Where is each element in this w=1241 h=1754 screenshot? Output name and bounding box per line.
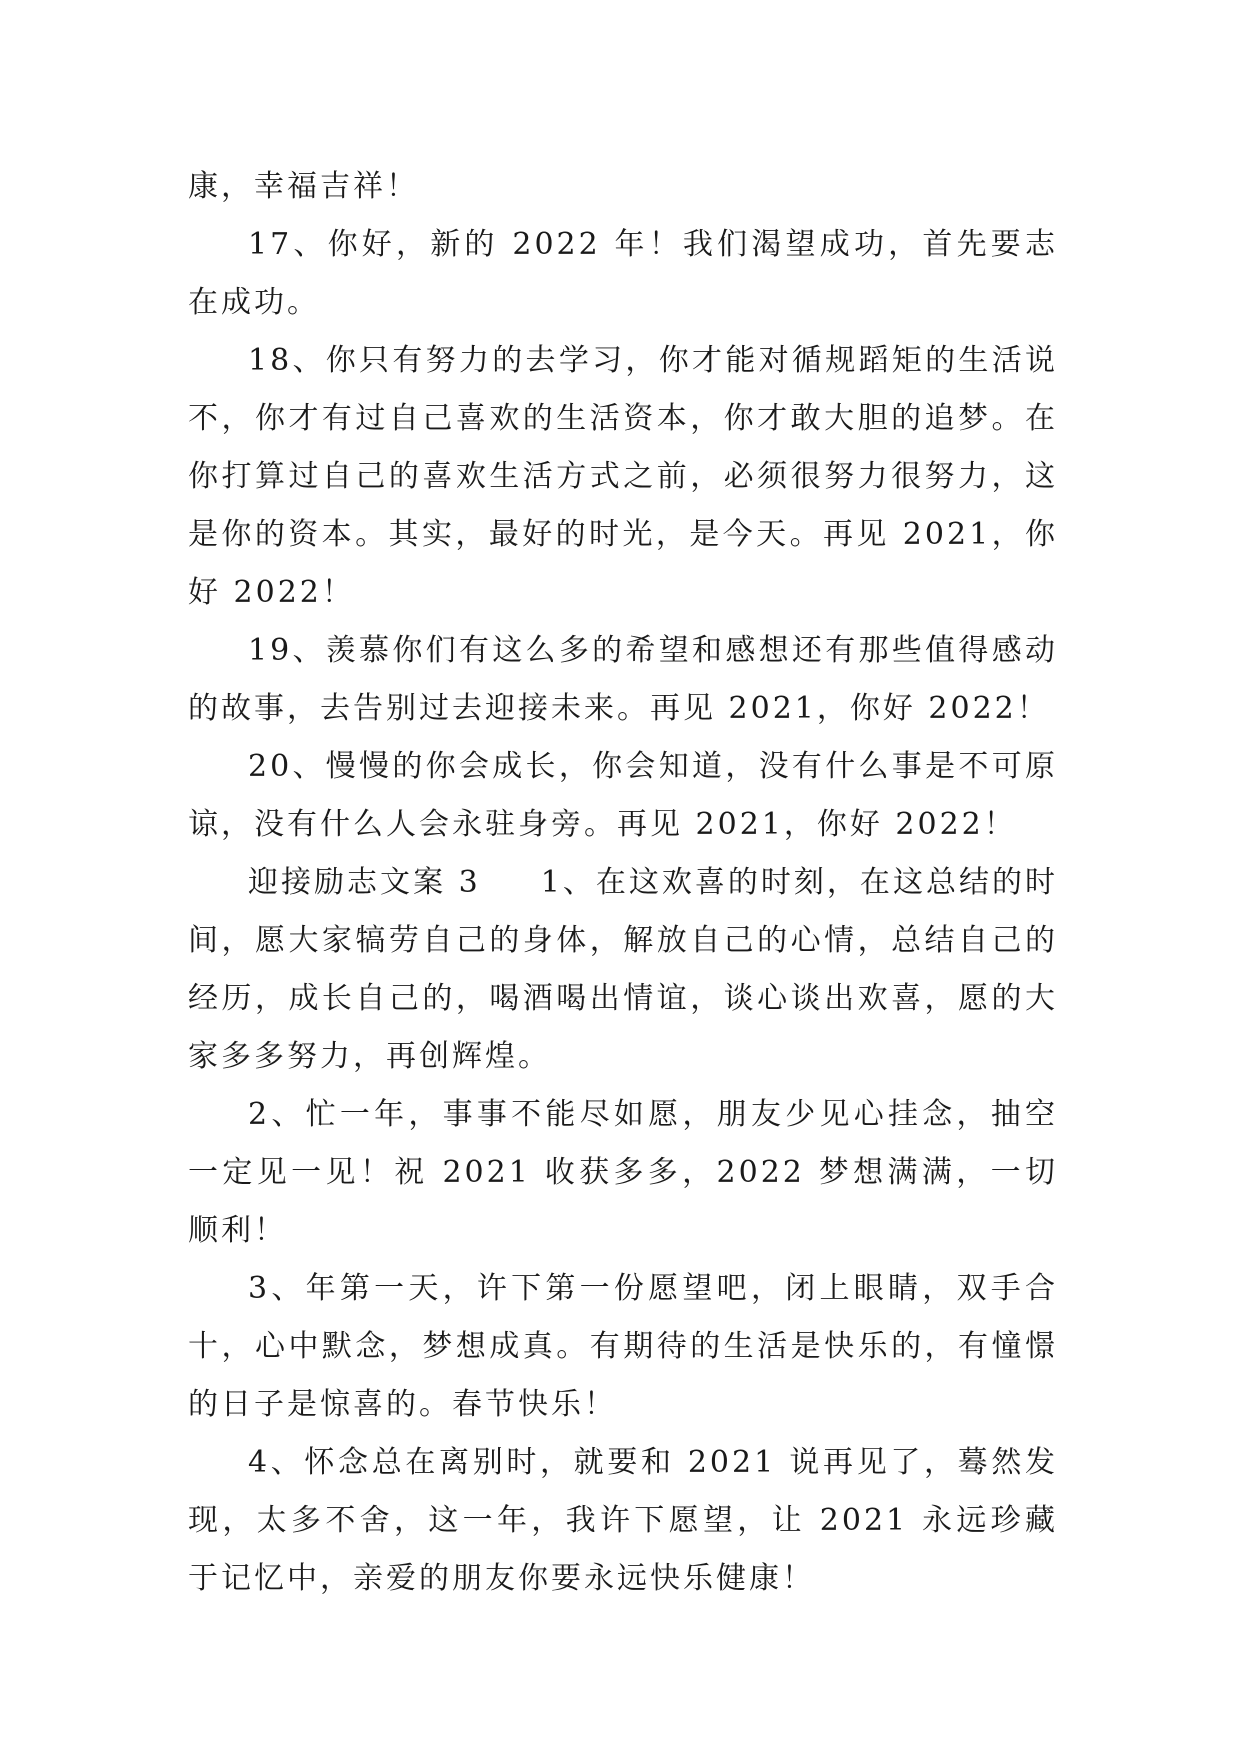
section-heading: 迎接励志文案 3 bbox=[248, 865, 481, 900]
paragraph-17: 17、你好，新的 2022 年！我们渴望成功，首先要志在成功。 bbox=[188, 227, 1058, 320]
paragraph-19: 19、羡慕你们有这么多的希望和感想还有那些值得感动的故事，去告别过去迎接未来。再见 2021，你好 2022！ bbox=[188, 633, 1058, 726]
section-item-2: 2、忙一年，事事不能尽如愿，朋友少见心挂念，抽空一定见一见！祝 2021 收获多多，2022 梦想满满，一切顺利！ bbox=[188, 1097, 1058, 1248]
paragraph-20: 20、慢慢的你会成长，你会知道，没有什么事是不可原谅，没有什么人会永驻身旁。再见 2021，你好 2022！ bbox=[188, 749, 1058, 842]
paragraph-18: 18、你只有努力的去学习，你才能对循规蹈矩的生活说不，你才有过自己喜欢的生活资本，你才敢大胆的追梦。在你打算过自己的喜欢生活方式之前，必须很努力很努力，这是你的资本。其实，最好的时光，是今天。再见 2021，你好 2022！ bbox=[188, 343, 1058, 610]
paragraph-continuation: 康，幸福吉祥！ bbox=[188, 169, 419, 204]
document-body bbox=[188, 158, 1058, 1608]
section-item-3: 3、年第一天，许下第一份愿望吧，闭上眼睛，双手合十，心中默念，梦想成真。有期待的生活是快乐的，有憧憬的日子是惊喜的。春节快乐！ bbox=[188, 1271, 1058, 1422]
section-item-1: 1、在这欢喜的时刻，在这总结的时间，愿大家犒劳自己的身体，解放自己的心情，总结自己的经历，成长自己的，喝酒喝出情谊，谈心谈出欢喜，愿的大家多多努力，再创辉煌。 bbox=[188, 865, 1058, 1074]
section-3-paragraph bbox=[188, 854, 1058, 1086]
section-item-4: 4、怀念总在离别时，就要和 2021 说再见了，蓦然发现，太多不舍，这一年，我许下愿望，让 2021 永远珍藏于记忆中，亲爱的朋友你要永远快乐健康！ bbox=[188, 1445, 1058, 1596]
